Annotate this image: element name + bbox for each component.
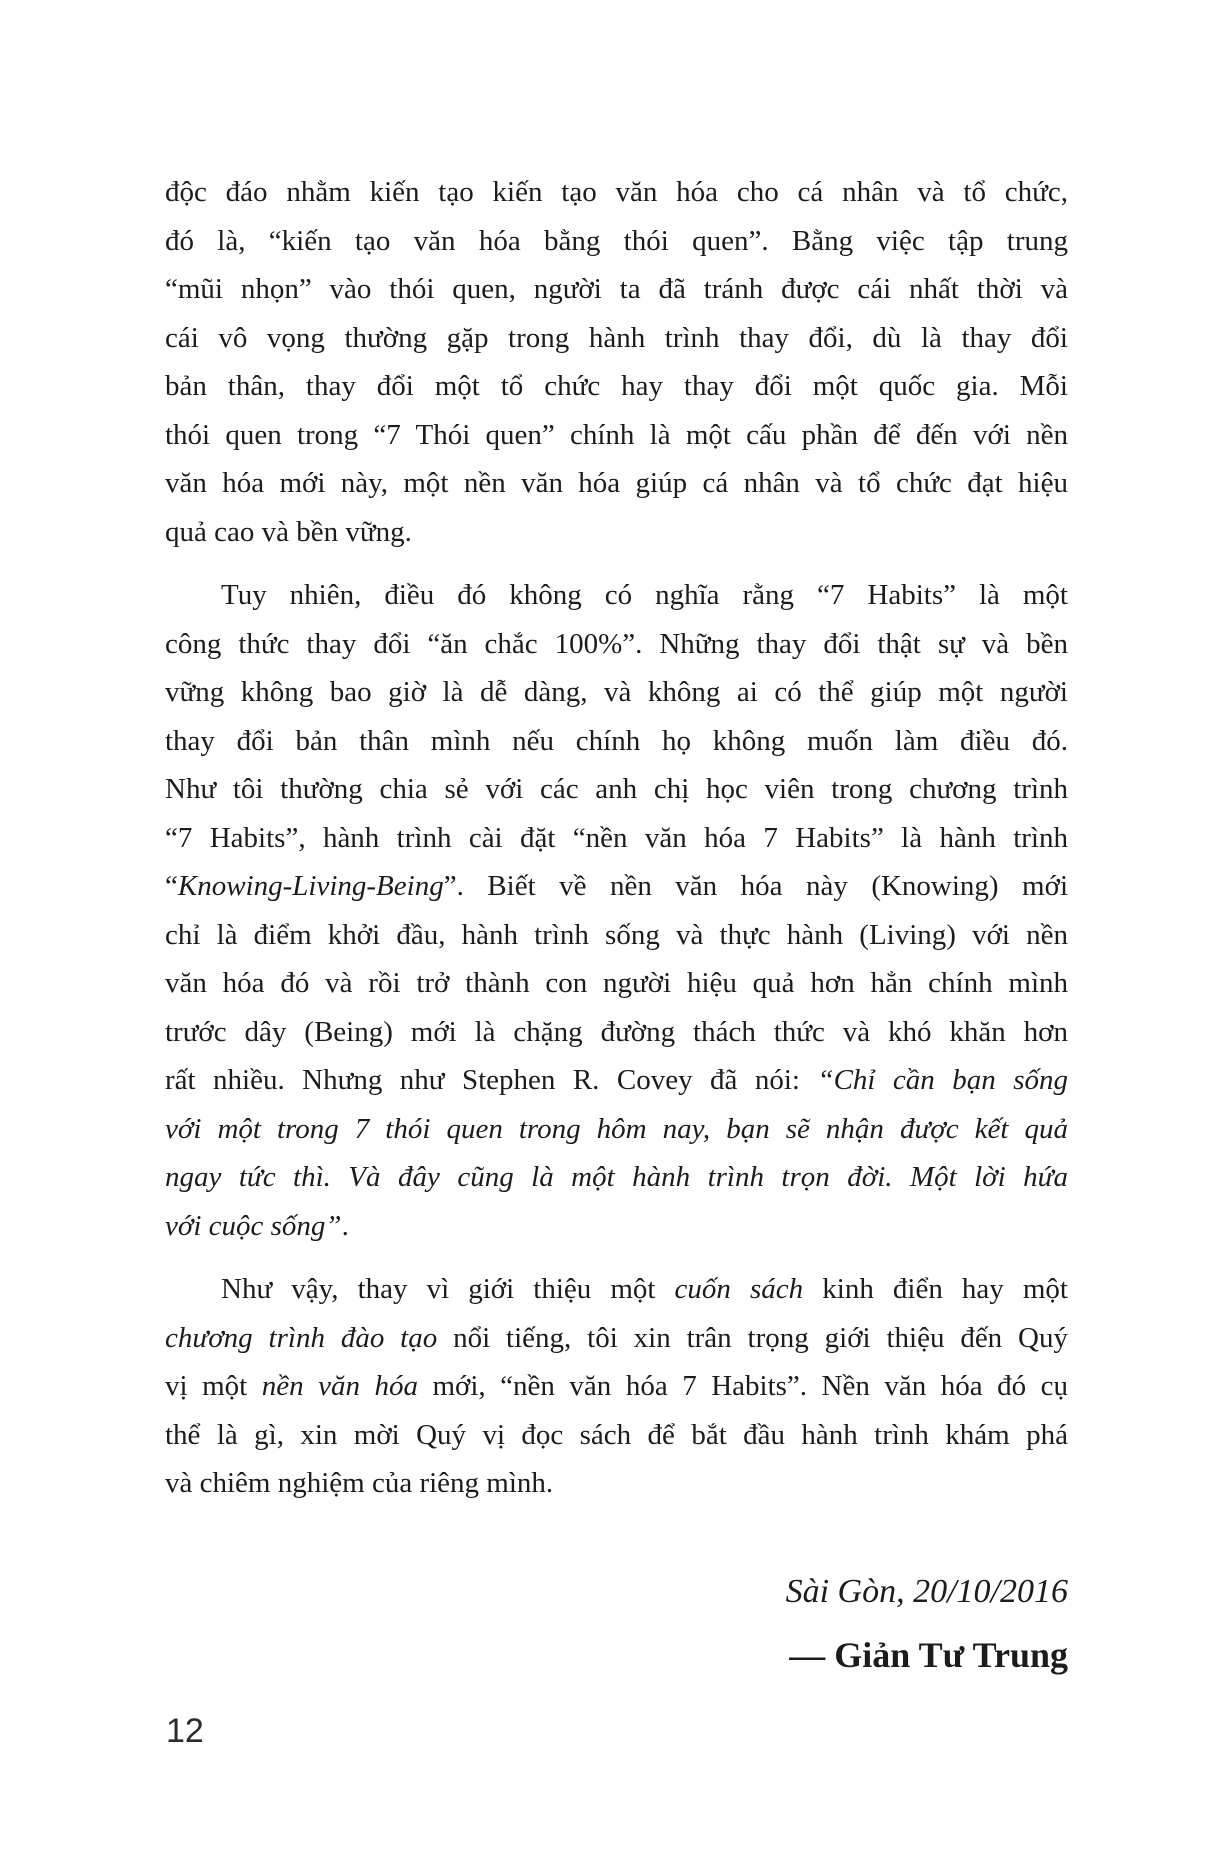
signature-author: — Giản Tư Trung — [789, 1635, 1068, 1675]
text-line — [165, 1265, 1068, 1314]
text-run: công thức thay đổi “ăn chắc 100%”. Những thay đổi thật sự và bền — [165, 627, 1068, 660]
text-line — [165, 765, 1068, 814]
text-run: vững không bao giờ là dễ dàng, và không ai có thể giúp một người — [165, 676, 1068, 708]
text-run: thay đổi bản thân mình nếu chính họ không muốn làm điều đó. — [165, 724, 1068, 757]
paragraph-2 — [165, 571, 1068, 1250]
text-line — [165, 1314, 1068, 1363]
text-line — [165, 508, 1068, 557]
page-body — [165, 168, 1068, 1680]
text-line — [165, 411, 1068, 460]
page-number: 12 — [166, 1712, 204, 1750]
text-run: “ — [165, 870, 178, 902]
text-run: thể là gì, xin mời Quý vị đọc sách để bắt đầu hành trình khám phá — [165, 1418, 1068, 1451]
text-run: mới, “nền văn hóa 7 Habits”. Nền văn hóa đó cụ — [417, 1370, 1069, 1402]
text-line — [165, 459, 1068, 508]
text-line — [165, 314, 1068, 363]
text-run: ”. Biết về nền văn hóa này (Knowing) mới — [443, 870, 1068, 902]
text-line — [165, 168, 1068, 217]
text-run: rất nhiều. Nhưng như Stephen R. Covey đã nói: — [165, 1064, 818, 1096]
italic-text-run: “Chỉ cần bạn sống — [817, 1064, 1068, 1096]
text-run: . — [341, 1209, 349, 1242]
text-run: Như vậy, thay vì giới thiệu một — [221, 1273, 675, 1305]
text-run: độc đáo nhằm kiến tạo kiến tạo văn hóa cho cá nhân và tổ chức, — [165, 176, 1068, 208]
italic-text-run: Knowing-Living-Being — [177, 870, 444, 902]
text-line — [165, 362, 1068, 411]
italic-text-run: chương trình đào tạo — [165, 1321, 438, 1354]
text-line — [165, 1459, 1068, 1508]
text-line — [165, 1153, 1068, 1202]
text-run: chỉ là điểm khởi đầu, hành trình sống và thực hành (Living) với nền — [165, 918, 1068, 951]
text-line — [165, 1105, 1068, 1154]
text-run: cái vô vọng thường gặp trong hành trình thay đổi, dù là thay đổi — [165, 321, 1068, 354]
text-run: vị một — [165, 1370, 262, 1402]
text-line — [165, 959, 1068, 1008]
text-run: nổi tiếng, tôi xin trân trọng giới thiệu đến Quý — [437, 1321, 1069, 1354]
italic-text-run: ngay tức thì. Và đây cũng là một hành trình trọn đời. Một lời hứa — [165, 1161, 1068, 1193]
text-run: Như tôi thường chia sẻ với các anh chị học viên trong chương trình — [165, 773, 1068, 805]
text-run: đó là, “kiến tạo văn hóa bằng thói quen”. Bằng việc tập trung — [165, 224, 1068, 257]
text-run: Tuy nhiên, điều đó không có nghĩa rằng “7 Habits” là một — [221, 579, 1068, 611]
text-run: trước dây (Being) mới là chặng đường thách thức và khó khăn hơn — [165, 1015, 1068, 1048]
text-run: bản thân, thay đổi một tổ chức hay thay đổi một quốc gia. Mỗi — [165, 370, 1068, 402]
paragraph-3 — [165, 1265, 1068, 1508]
italic-text-run: cuốn sách — [674, 1273, 804, 1305]
italic-text-run: với cuộc sống” — [165, 1209, 342, 1242]
signature-place-date: Sài Gòn, 20/10/2016 — [785, 1572, 1068, 1610]
text-run: quả cao và bền vững. — [165, 515, 412, 548]
text-line — [165, 1411, 1068, 1460]
text-run: kinh điển hay một — [803, 1273, 1068, 1305]
text-line — [165, 668, 1068, 717]
text-line — [165, 265, 1068, 314]
text-run: “7 Habits”, hành trình cài đặt “nền văn hóa 7 Habits” là hành trình — [165, 821, 1068, 854]
text-run: văn hóa đó và rồi trở thành con người hiệu quả hơn hẳn chính mình — [165, 967, 1068, 999]
italic-text-run: nền văn hóa — [261, 1370, 418, 1402]
text-line — [165, 862, 1068, 911]
italic-text-run: với một trong 7 thói quen trong hôm nay, bạn sẽ nhận được kết quả — [165, 1112, 1068, 1145]
text-line — [165, 814, 1068, 863]
text-run: thói quen trong “7 Thói quen” chính là một cấu phần để đến với nền — [165, 418, 1068, 451]
text-line — [165, 217, 1068, 266]
text-run: và chiêm nghiệm của riêng mình. — [165, 1467, 554, 1499]
text-line — [165, 620, 1068, 669]
text-line — [165, 1202, 1068, 1251]
text-line — [165, 1362, 1068, 1411]
text-run: văn hóa mới này, một nền văn hóa giúp cá nhân và tổ chức đạt hiệu — [165, 467, 1068, 499]
text-line — [165, 571, 1068, 620]
text-line — [165, 1056, 1068, 1105]
paragraph-1 — [165, 168, 1068, 556]
text-line — [165, 1008, 1068, 1057]
text-line — [165, 717, 1068, 766]
text-line — [165, 911, 1068, 960]
text-run: “mũi nhọn” vào thói quen, người ta đã tránh được cái nhất thời và — [165, 273, 1068, 305]
